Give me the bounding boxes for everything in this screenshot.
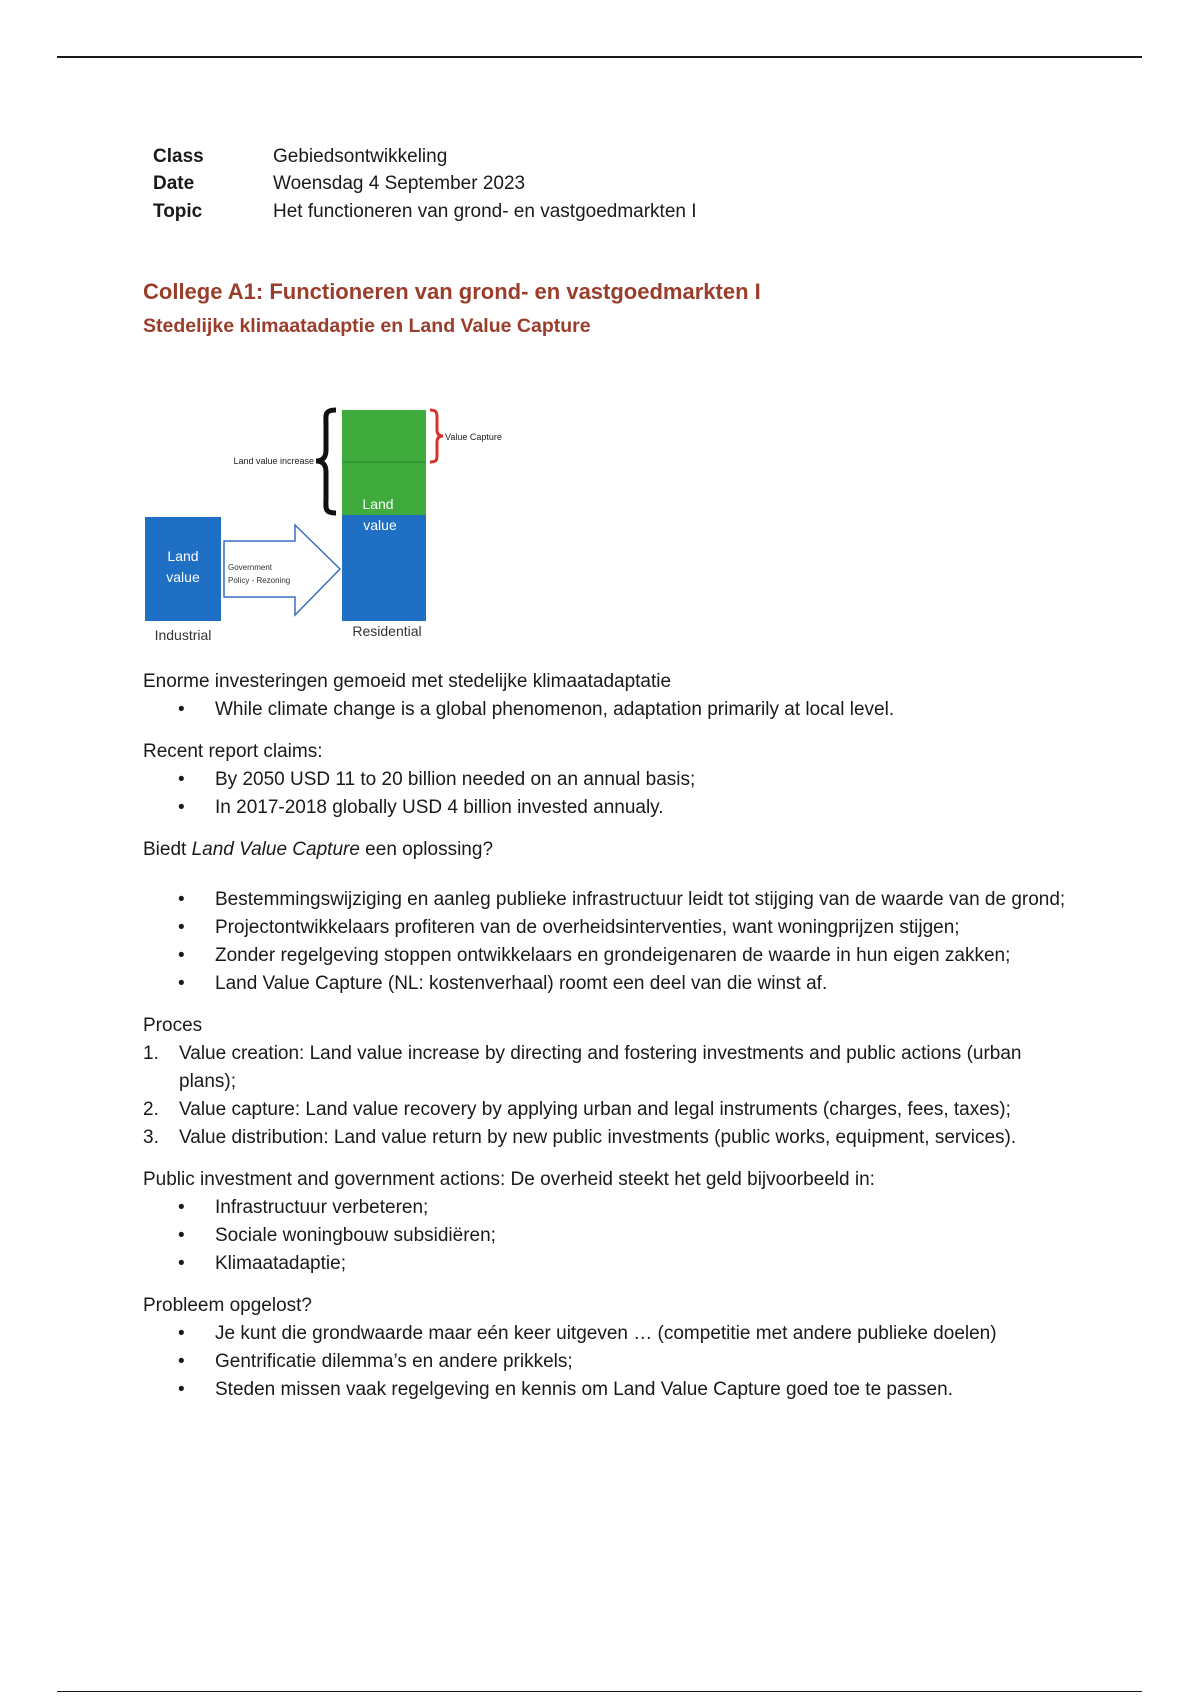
paragraph: Probleem opgelost? <box>143 1295 312 1316</box>
list-item: • Sociale woningbouw subsidiëren; <box>143 1222 1083 1250</box>
increase-label: Land value increase <box>233 456 314 466</box>
diagram-svg <box>140 365 740 655</box>
meta-value: Het functioneren van grond- en vastgoedmarkten I <box>273 200 697 222</box>
paragraph: Biedt Land Value Capture een oplossing? <box>143 839 494 860</box>
meta-row-class <box>153 143 697 171</box>
list-item: • Gentrificatie dilemma’s en andere prikkels; <box>143 1348 1083 1376</box>
document-body <box>143 668 1083 1404</box>
residential-block-label: value <box>363 517 397 533</box>
increase-brace <box>316 410 336 513</box>
list-item: • In 2017-2018 globally USD 4 billion invested annualy. <box>143 794 1083 822</box>
list-item: • Klimaatadaptie; <box>143 1250 1083 1278</box>
list-item: 3. Value distribution: Land value return by new public investments (public works, equipment, services). <box>143 1127 1017 1148</box>
meta-label: Topic <box>153 200 203 222</box>
meta-label: Class <box>153 145 204 167</box>
list-item: • Infrastructuur verbeteren; <box>143 1194 1083 1222</box>
bullet-list <box>143 766 1083 822</box>
page-title: College A1: Functioneren van grond- en vastgoedmarkten I <box>143 279 761 304</box>
residential-block-label: Land <box>362 496 394 512</box>
meta-label: Date <box>153 173 195 195</box>
list-item: • Zonder regelgeving stoppen ontwikkelaars en grondeigenaren de waarde in hun eigen zakken; <box>143 942 1083 970</box>
bullet-list <box>143 886 1083 998</box>
list-item: • Projectontwikkelaars profiteren van de overheidsinterventies, want woningprijzen stijgen; <box>143 914 1083 942</box>
list-item: 1. Value creation: Land value increase by directing and fostering investments and public actions (urban plans); <box>143 1043 1022 1092</box>
meta-value: Gebiedsontwikkeling <box>273 145 448 167</box>
numbered-list <box>143 1040 1083 1152</box>
paragraph: Recent report claims: <box>143 741 323 762</box>
capture-label: Value Capture <box>445 432 502 442</box>
arrow-label: Government <box>228 563 273 572</box>
paragraph: Public investment and government actions: De overheid steekt het geld bijvoorbeeld in: <box>143 1169 875 1190</box>
emphasis: Land Value Capture <box>191 839 360 860</box>
industrial-block-label: value <box>166 569 200 585</box>
bullet-list <box>143 1320 1083 1404</box>
meta-value: Woensdag 4 September 2023 <box>273 173 526 195</box>
industrial-block-label: Land <box>167 548 199 564</box>
list-item: • By 2050 USD 11 to 20 billion needed on an annual basis; <box>143 766 1083 794</box>
footer-rule <box>57 1691 1142 1692</box>
list-item: 2. Value capture: Land value recovery by applying urban and legal instruments (charges, fees, taxes); <box>143 1099 1011 1120</box>
land-value-capture-diagram <box>140 365 740 655</box>
industrial-caption: Industrial <box>154 627 212 643</box>
arrow-label: Policy - Rezoning <box>228 576 291 585</box>
residential-caption: Residential <box>352 623 422 639</box>
capture-brace <box>430 410 443 462</box>
meta-row-topic <box>153 198 697 226</box>
list-item: • Bestemmingswijziging en aanleg publieke infrastructuur leidt tot stijging van de waarde van de grond; <box>143 886 1083 914</box>
list-item: • Land Value Capture (NL: kostenverhaal) roomt een deel van die winst af. <box>143 970 1083 998</box>
meta-table <box>153 143 697 226</box>
page-subtitle: Stedelijke klimaatadaptie en Land Value Capture <box>143 315 591 337</box>
list-item: • While climate change is a global phenomenon, adaptation primarily at local level. <box>143 696 1083 724</box>
paragraph: Proces <box>143 1015 203 1036</box>
bullet-list <box>143 1194 1083 1278</box>
list-item: • Je kunt die grondwaarde maar eén keer uitgeven … (competitie met andere publieke doelen) <box>143 1320 1083 1348</box>
meta-row-date <box>153 171 697 199</box>
paragraph: Enorme investeringen gemoeid met stedelijke klimaatadaptatie <box>143 671 672 692</box>
header-rule <box>57 56 1142 58</box>
list-item: • Steden missen vaak regelgeving en kennis om Land Value Capture goed toe te passen. <box>143 1376 1083 1404</box>
bullet-list <box>143 696 1083 724</box>
